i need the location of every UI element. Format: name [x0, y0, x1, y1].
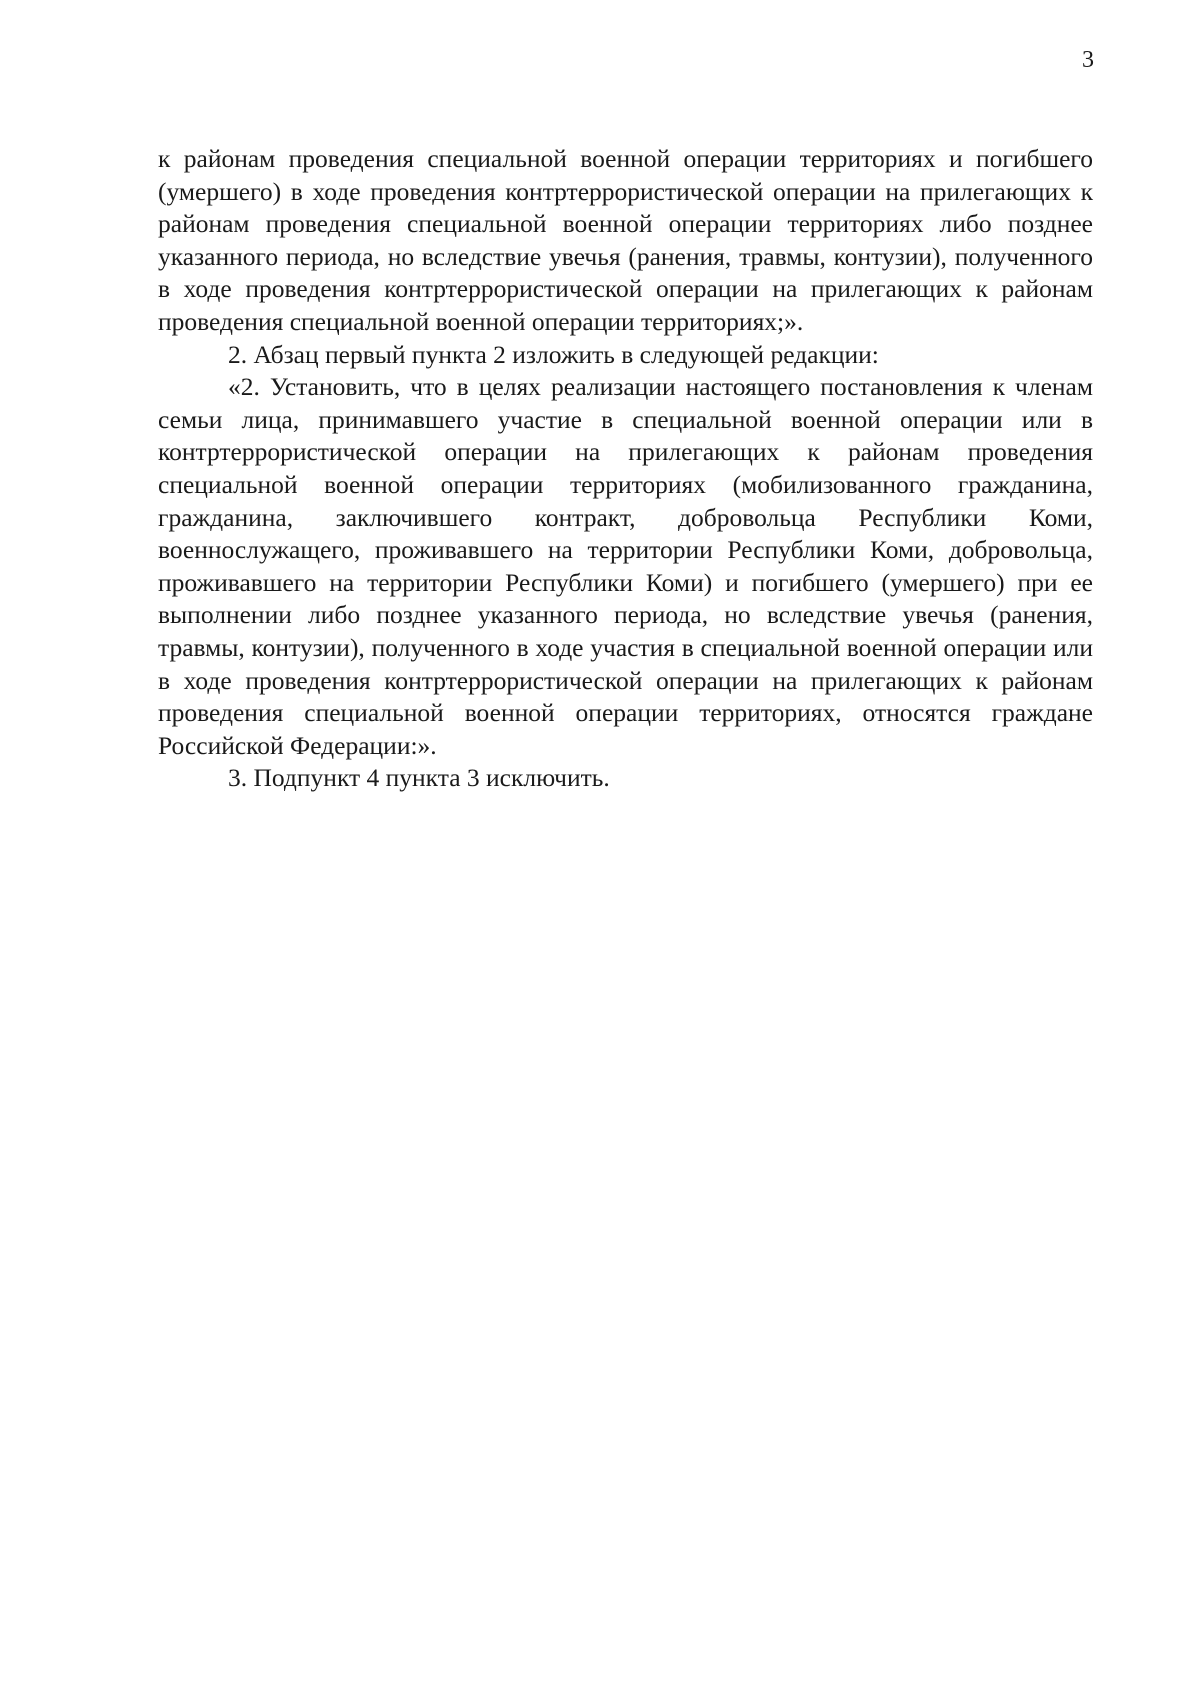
paragraph-item-3: 3. Подпункт 4 пункта 3 исключить. [228, 763, 610, 793]
paragraph-quoted-amendment: «2. Установить, что в целях реализации настоящего постановления к членам семьи лица, принимавшего участие в специальной военной операции или в контртеррористической операции на прилегающих к районам проведения специальной военной операции территориях (мобилизованного гражданина, гражданина, заключившего контракт, добровольца Республики Коми, военнослужащего, проживавшего на территории Республики Коми, добровольца, проживавшего на территории Республики Коми) и погибшего (умершего) при ее выполнении либо позднее указанного периода, но вследствие увечья (ранения, травмы, контузии), полученного в ходе участия в специальной военной операции или в ходе проведения контртеррористической операции на прилегающих к районам проведения специальной военной операции территориях, относятся граждане Российской Федерации:». [158, 372, 1093, 760]
paragraph-continuation: к районам проведения специальной военной операции территориях и погибшего (умершего) в ходе проведения контртеррористической операции на прилегающих к районам проведения специальной военной операции территориях либо позднее указанного периода, но вследствие увечья (ранения, травмы, контузии), полученного в ходе проведения контртеррористической операции на прилегающих к районам проведения специальной военной операции территориях;». [158, 144, 1093, 336]
document-body [158, 143, 1093, 795]
page-number: 3 [1082, 47, 1094, 73]
paragraph-item-2: 2. Абзац первый пункта 2 изложить в следующей редакции: [228, 339, 879, 369]
